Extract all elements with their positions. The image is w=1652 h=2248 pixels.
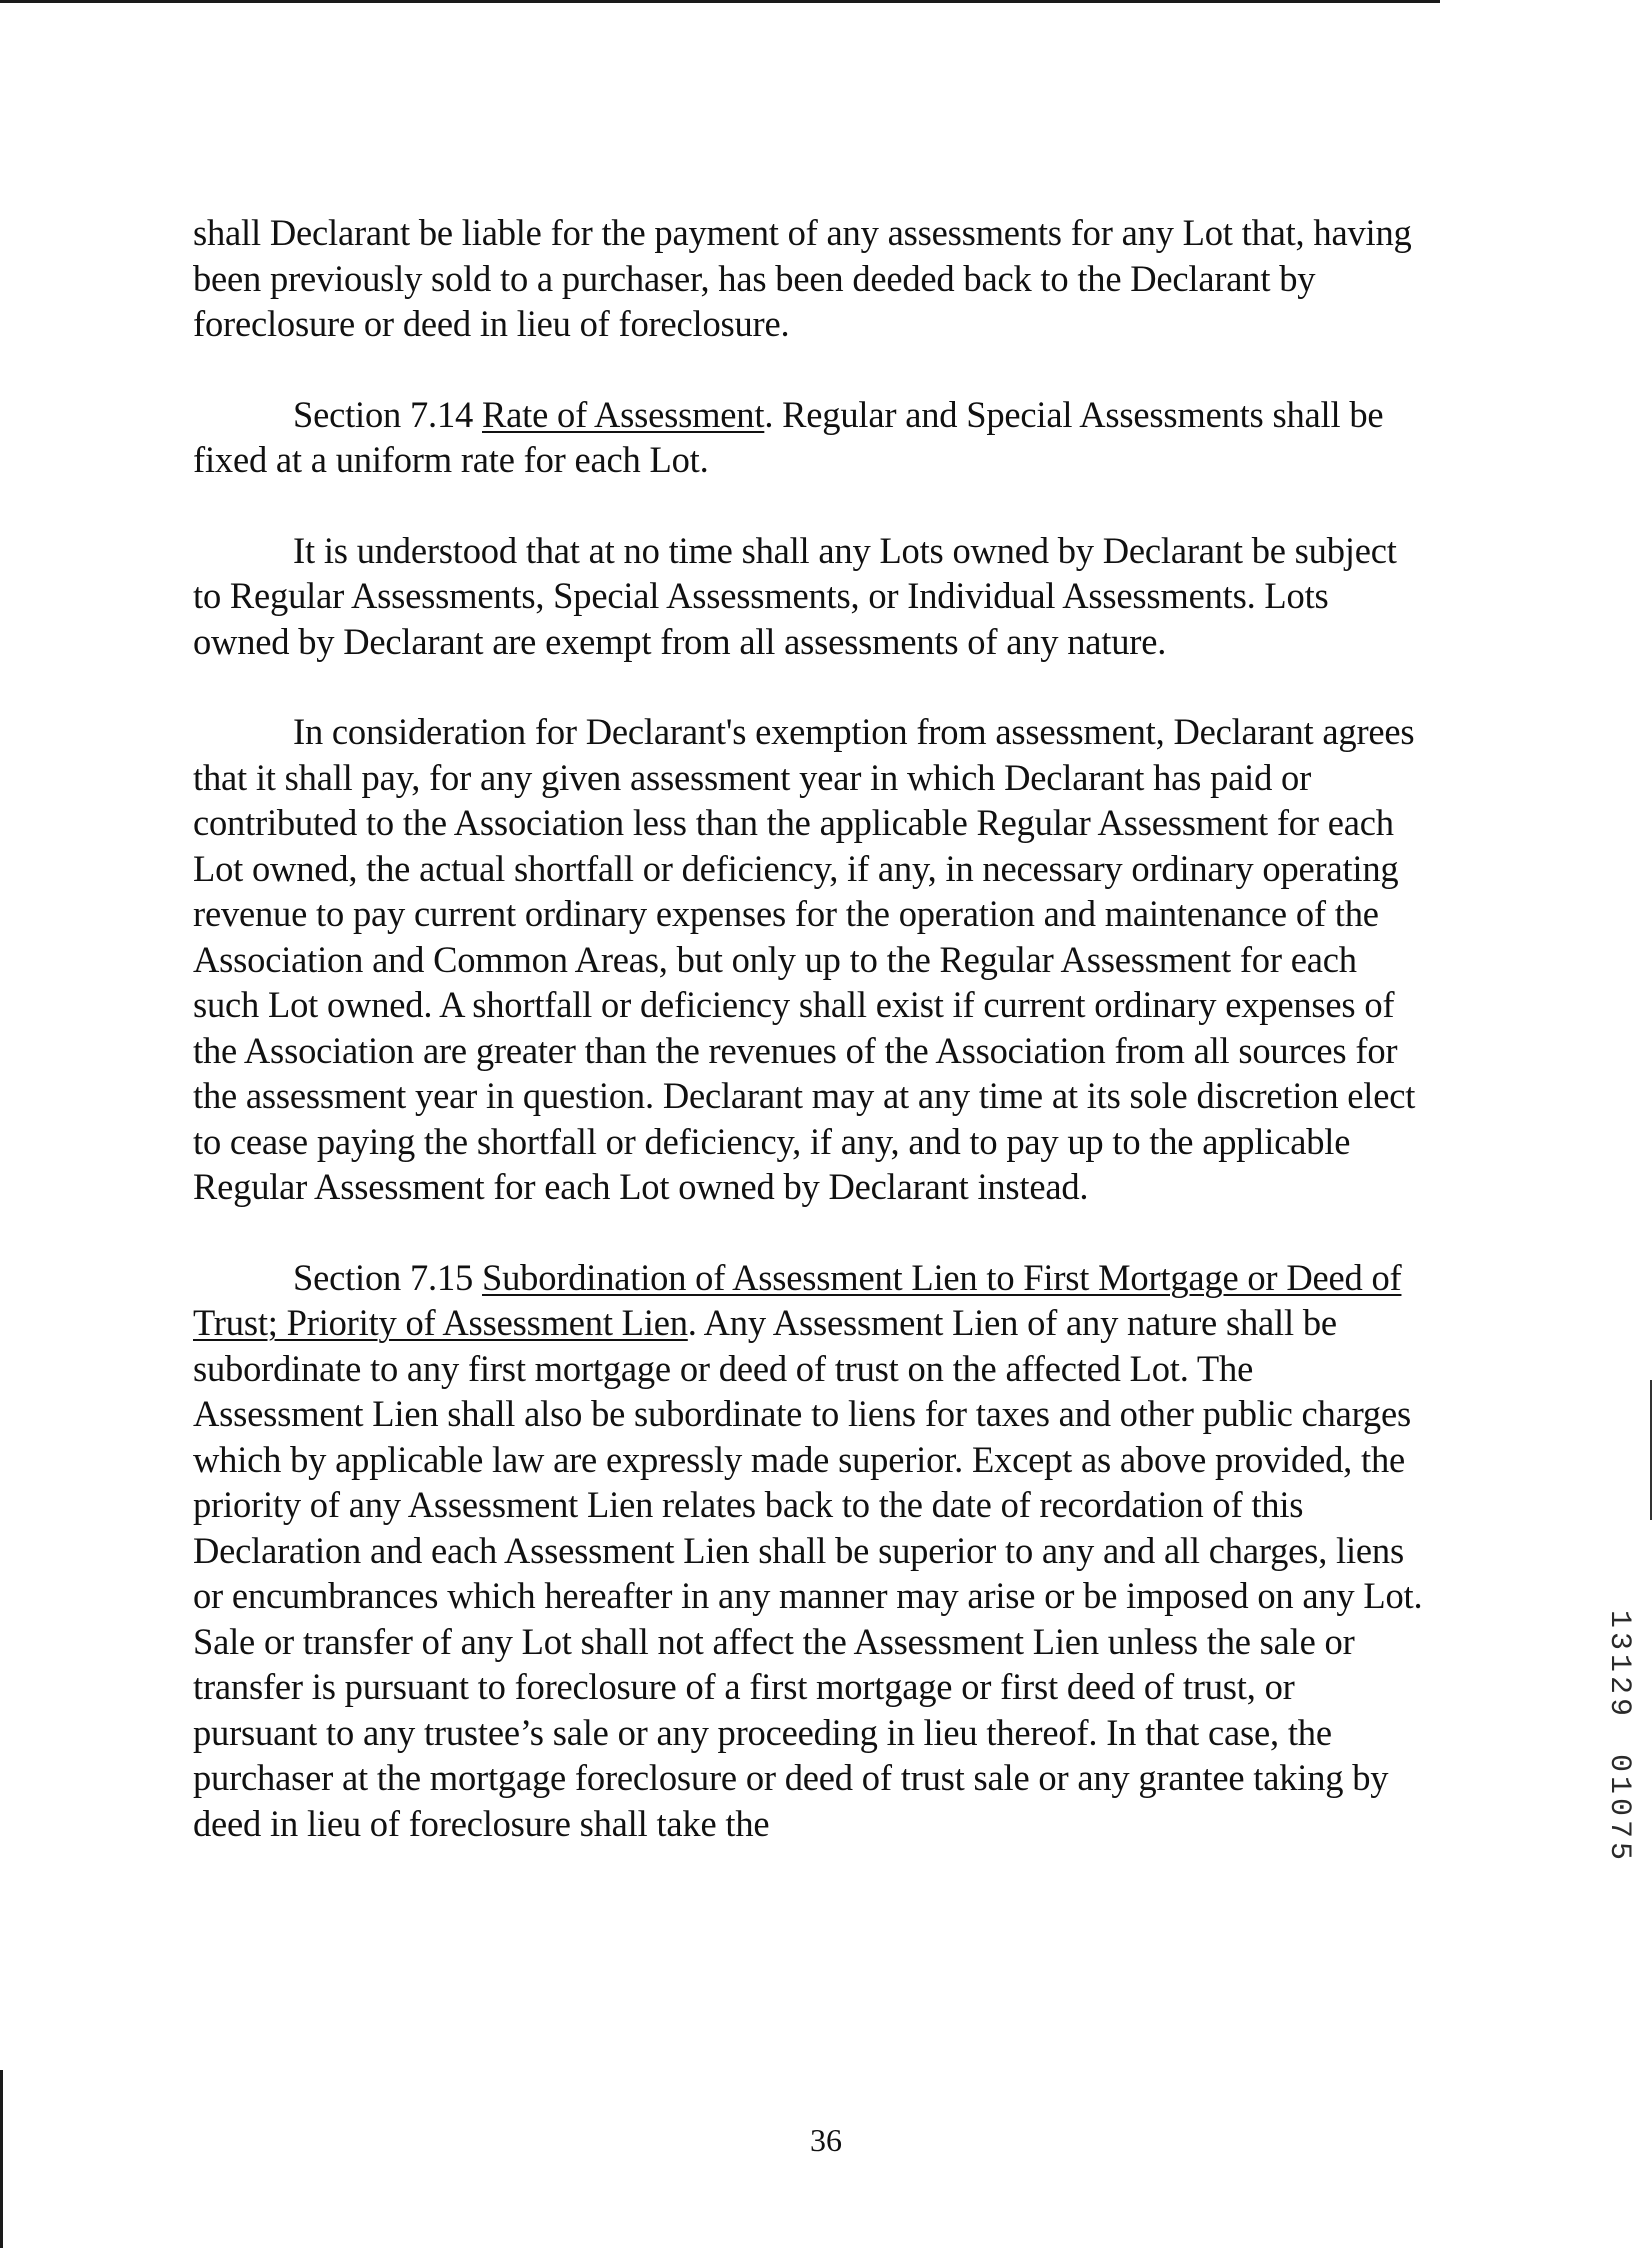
stamp-digit: 9 bbox=[1602, 1697, 1636, 1716]
stamp-digit: 5 bbox=[1602, 1841, 1636, 1860]
stamp-digit: 1 bbox=[1602, 1775, 1636, 1794]
stamp-digit: 2 bbox=[1602, 1675, 1636, 1694]
section-heading: Subordination of Assessment Lien to First Mortgage or Deed of Trust; Priority of Assessment Lien bbox=[193, 1256, 1402, 1343]
paragraph-continuation: shall Declarant be liable for the payment of any assessments for any Lot that, having been previously sold to a purchaser, has been deeded back to the Declarant by foreclosure or deed in lieu of foreclosure. bbox=[193, 212, 1412, 344]
section-number: Section 7.15 bbox=[293, 1256, 483, 1298]
document-body bbox=[193, 210, 1423, 1891]
page-number: 36 bbox=[810, 2122, 842, 2158]
stamp-gap bbox=[1604, 1718, 1634, 1752]
section-heading: Rate of Assessment bbox=[482, 393, 765, 435]
paragraph-declarant-shortfall: In consideration for Declarant's exemption from assessment, Declarant agrees that it shall pay, for any given assessment year in which Declarant has paid or contributed to the Association less than the applicable Regular Assessment for each Lot owned, the actual shortfall or deficiency, if any, in necessary ordinary operating revenue to pay current ordinary expenses for the operation and maintenance of the Association and Common Areas, but only up to the Regular Assessment for each such Lot owned. A shortfall or deficiency shall exist if current ordinary expenses of the Association are greater than the revenues of the Association from all sources for the assessment year in question. Declarant may at any time at its sole discretion elect to cease paying the shortfall or deficiency, if any, and to pay up to the applicable Regular Assessment for each Lot owned by Declarant instead. bbox=[193, 711, 1416, 1207]
section-text: . Any Assessment Lien of any nature shall be subordinate to any first mortgage or deed of trust on the affected Lot. The Assessment Lien shall also be subordinate to liens for taxes and other public charges which by applicable law are expressly made superior. Except as above provided, the priority of any Assessment Lien relates back to the date of recordation of this Declaration and each Assessment Lien shall be superior to any and all charges, liens or encumbrances which hereafter in any manner may arise or be imposed on any Lot. Sale or transfer of any Lot shall not affect the Assessment Lien unless the sale or transfer is pursuant to foreclosure of a first mortgage or first deed of trust, or pursuant to any trustee’s sale or any proceeding in lieu thereof. In that case, the purchaser at the mortgage foreclosure or deed of trust sale or any grantee taking by deed in lieu of foreclosure shall take the bbox=[193, 1302, 1423, 1844]
stamp-digit: 1 bbox=[1602, 1653, 1636, 1672]
recording-stamp bbox=[1604, 1608, 1634, 1862]
section-number: Section 7.14 bbox=[293, 393, 483, 435]
scan-edge-top bbox=[0, 0, 1440, 3]
section-7-14-paragraph bbox=[193, 392, 1423, 483]
stamp-digit: 7 bbox=[1602, 1819, 1636, 1838]
stamp-digit: 1 bbox=[1602, 1609, 1636, 1628]
stamp-digit: 3 bbox=[1602, 1631, 1636, 1650]
stamp-digit: 0 bbox=[1602, 1753, 1636, 1772]
scan-edge-left bbox=[0, 2070, 3, 2248]
section-7-15-paragraph bbox=[193, 1255, 1423, 1847]
stamp-digit: 0 bbox=[1602, 1797, 1636, 1816]
paragraph-declarant-exemption: It is understood that at no time shall any Lots owned by Declarant be subject to Regular Assessments, Special Assessments, or Individual Assessments. Lots owned by Declarant are exempt from all assessments of any nature. bbox=[193, 529, 1397, 662]
section-text: . Regular and Special Assessments shall be fixed at a uniform rate for each Lot. bbox=[193, 393, 1384, 480]
